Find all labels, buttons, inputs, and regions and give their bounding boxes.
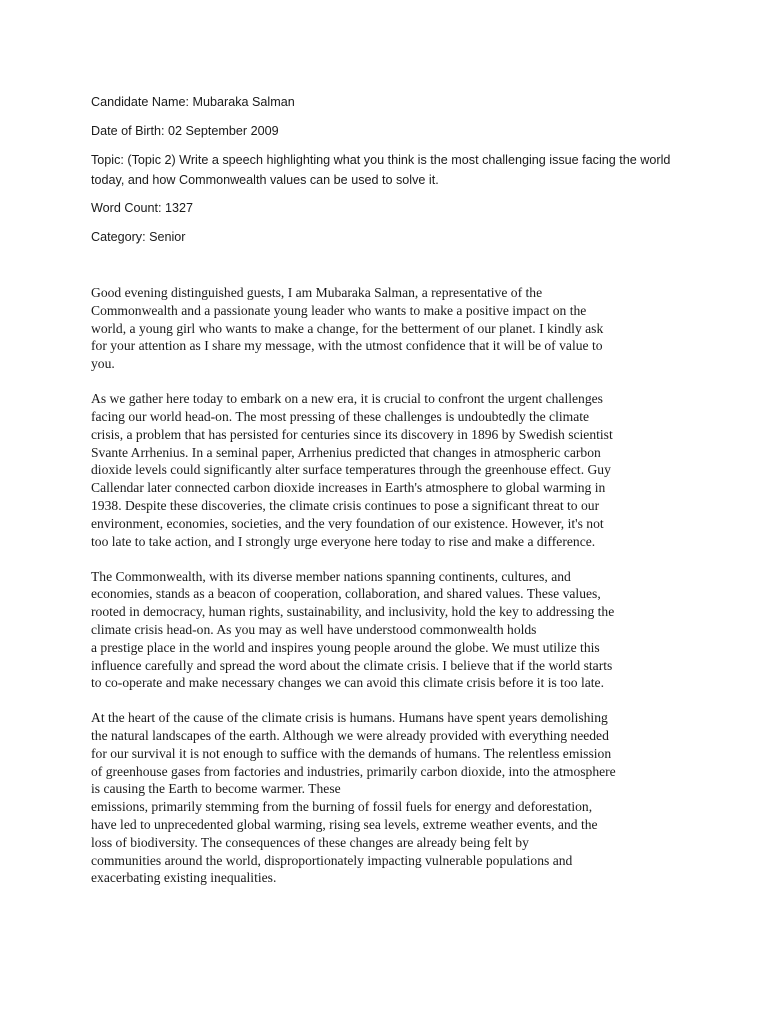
text-line: for your attention as I share my message, with the utmost confidence that it will be of value to	[91, 338, 603, 354]
date-of-birth: Date of Birth: 02 September 2009	[91, 124, 279, 138]
document-header	[91, 92, 691, 256]
paragraph-greeting	[91, 284, 691, 373]
text-line: to co-operate and make necessary changes we can avoid this climate crisis before it is too late.	[91, 675, 604, 691]
text-line: rooted in democracy, human rights, sustainability, and inclusivity, hold the key to addressing the	[91, 604, 615, 620]
text-line: is causing the Earth to become warmer. These	[91, 781, 341, 797]
text-line: emissions, primarily stemming from the burning of fossil fuels for energy and deforestation,	[91, 799, 593, 815]
text-line: exacerbating existing inequalities.	[91, 870, 277, 886]
text-line: At the heart of the cause of the climate crisis is humans. Humans have spent years demolishing	[91, 710, 608, 726]
text-line: Svante Arrhenius. In a seminal paper, Arrhenius predicted that changes in atmospheric carbon	[91, 444, 601, 460]
topic-line: Topic: (Topic 2) Write a speech highlighting what you think is the most challenging issue facing the world	[91, 153, 671, 167]
text-line: the natural landscapes of the earth. Although we were already provided with everything needed	[91, 728, 609, 744]
category: Category: Senior	[91, 230, 186, 244]
speech-body	[91, 284, 691, 904]
word-count: Word Count: 1327	[91, 201, 193, 215]
text-line: Callendar later connected carbon dioxide increases in Earth's atmosphere to global warming in	[91, 480, 606, 496]
text-line: of greenhouse gases from factories and industries, primarily carbon dioxide, into the atmosphere	[91, 763, 616, 779]
text-line: have led to unprecedented global warming, rising sea levels, extreme weather events, and the	[91, 817, 598, 833]
candidate-name: Candidate Name: Mubaraka Salman	[91, 95, 295, 109]
topic-line: today, and how Commonwealth values can be used to solve it.	[91, 173, 439, 187]
text-line: economies, stands as a beacon of cooperation, collaboration, and shared values. These values,	[91, 586, 601, 602]
text-line: for our survival it is not enough to suffice with the demands of humans. The relentless emission	[91, 745, 612, 761]
paragraph-human-cause	[91, 709, 691, 887]
text-line: The Commonwealth, with its diverse member nations spanning continents, cultures, and	[91, 568, 571, 584]
text-line: dioxide levels could significantly alter surface temperatures through the greenhouse effect. Guy	[91, 462, 611, 478]
text-line: Commonwealth and a passionate young leader who wants to make a positive impact on the	[91, 302, 587, 318]
text-line: too late to take action, and I strongly urge everyone here today to rise and make a difference.	[91, 533, 596, 549]
text-line: Good evening distinguished guests, I am Mubaraka Salman, a representative of the	[91, 285, 543, 300]
topic	[91, 150, 691, 190]
paragraph-commonwealth	[91, 568, 691, 693]
text-line: a prestige place in the world and inspires young people around the globe. We must utilize this	[91, 639, 600, 655]
text-line: facing our world head-on. The most pressing of these challenges is undoubtedly the climate	[91, 408, 590, 424]
text-line: world, a young girl who wants to make a change, for the betterment of our planet. I kindly ask	[91, 320, 604, 336]
text-line: you.	[91, 356, 115, 372]
text-line: 1938. Despite these discoveries, the climate crisis continues to pose a significant threat to our	[91, 497, 600, 513]
text-line: crisis, a problem that has persisted for centuries since its discovery in 1896 by Swedish scientist	[91, 426, 613, 442]
paragraph-climate-crisis	[91, 390, 691, 550]
text-line: climate crisis head-on. As you may as well have understood commonwealth holds	[91, 621, 537, 637]
text-line: communities around the world, disproportionately impacting vulnerable populations and	[91, 852, 573, 868]
text-line: loss of biodiversity. The consequences of these changes are already being felt by	[91, 834, 529, 850]
text-line: environment, economies, societies, and the very foundation of our existence. However, it's not	[91, 515, 604, 531]
text-line: As we gather here today to embark on a new era, it is crucial to confront the urgent challenges	[91, 391, 603, 407]
text-line: influence carefully and spread the word about the climate crisis. I believe that if the world starts	[91, 657, 613, 673]
